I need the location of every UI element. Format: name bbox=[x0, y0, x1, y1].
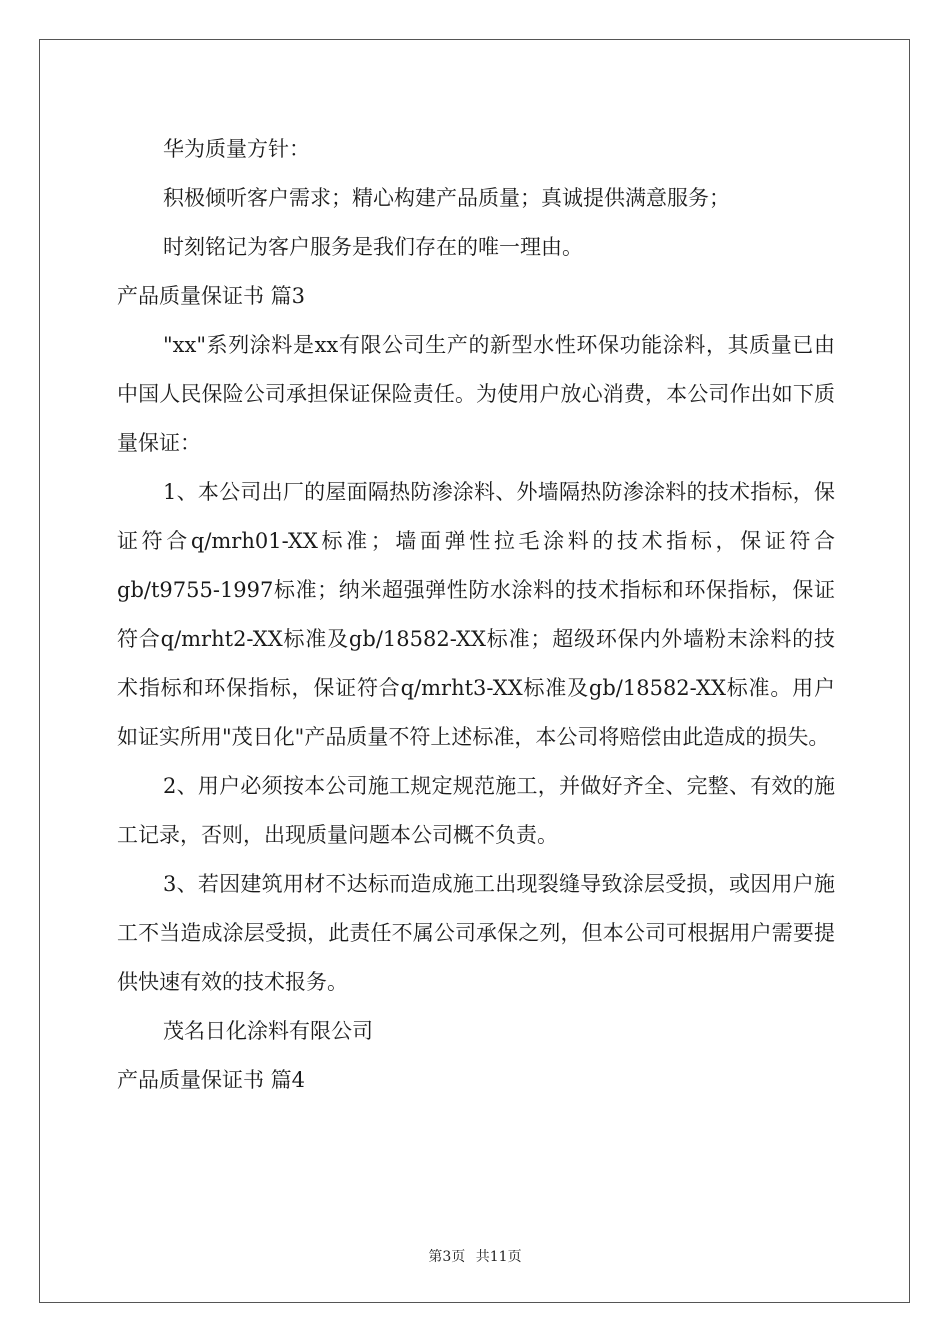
paragraph: "xx"系列涂料是xx有限公司生产的新型水性环保功能涂料，其质量已由中国人民保险公司承担保证保险责任。为使用户放心消费，本公司作出如下质量保证： bbox=[117, 333, 835, 455]
paragraph: 积极倾听客户需求；精心构建产品质量；真诚提供满意服务； bbox=[163, 186, 730, 210]
paragraph: 2、用户必须按本公司施工规定规范施工，并做好齐全、完整、有效的施工记录，否则，出现质量问题本公司概不负责。 bbox=[117, 774, 835, 847]
section-heading: 产品质量保证书 篇4 bbox=[117, 1068, 306, 1092]
page-number: 第3页 bbox=[428, 1249, 466, 1265]
paragraph: 3、若因建筑用材不达标而造成施工出现裂缝导致涂层受损，或因用户施工不当造成涂层受损，此责任不属公司承保之列，但本公司可根据用户需要提供快速有效的技术报务。 bbox=[117, 872, 835, 994]
paragraph: 华为质量方针： bbox=[163, 137, 310, 161]
section-heading: 产品质量保证书 篇3 bbox=[117, 284, 306, 308]
paragraph: 1、本公司出厂的屋面隔热防渗涂料、外墙隔热防渗涂料的技术指标，保证符合q/mrh01-XX标准；墙面弹性拉毛涂料的技术指标，保证符合gb/t9755-1997标准；纳米超强弹性防水涂料的技术指标和环保指标，保证符合q/mrht2-XX标准及gb/18582-XX标准；超级环保内外墙粉末涂料的技术指标和环保指标，保证符合q/mrht3-XX标准及gb/18582-XX标准。用户如证实所用"茂日化"产品质量不符上述标准，本公司将赔偿由此造成的损失。 bbox=[117, 480, 835, 749]
page-footer bbox=[0, 1246, 950, 1266]
document-body bbox=[117, 125, 835, 1105]
page-total: 共11页 bbox=[475, 1249, 522, 1265]
paragraph: 时刻铭记为客户服务是我们存在的唯一理由。 bbox=[163, 235, 583, 259]
company-signature: 茂名日化涂料有限公司 bbox=[163, 1019, 373, 1043]
